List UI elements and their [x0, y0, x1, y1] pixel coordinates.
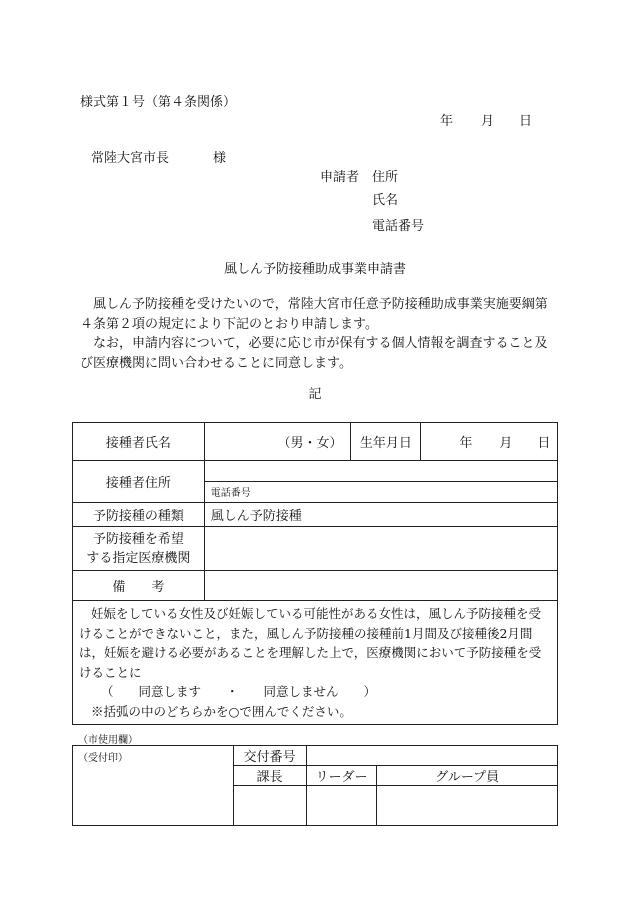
- dob-month: 月: [499, 435, 513, 451]
- chief-label: 課長: [233, 766, 306, 786]
- header-day: 日: [519, 114, 533, 129]
- name-label: 接種者氏名: [73, 423, 205, 461]
- body-paragraph-2: なお，申請内容について，必要に応じ市が保有する個人情報を調査すること及び医療機関に問い合わせることに同意します。: [80, 336, 548, 371]
- vaccine-type-value: 風しん予防接種: [204, 503, 557, 527]
- row-address: [73, 461, 558, 482]
- row-issue-number: [73, 746, 558, 766]
- dob-label: 生年月日: [351, 423, 421, 461]
- leader-stamp-field[interactable]: [306, 786, 377, 826]
- issue-number-label: 交付番号: [233, 746, 306, 766]
- consent-text: 妊娠をしている女性及び妊娠している可能性がある女性は，風しん予防接種を受けることができないこと，また，風しん予防接種の接種前1月間及び接種後2月間は，妊娠を避ける必要があることを理解した上で，医療機関において予防接種を受けることに: [79, 606, 542, 680]
- applicant-address-label: 住所: [372, 170, 399, 185]
- stamp-label: （受付印）: [78, 753, 128, 764]
- row-name: [73, 423, 558, 461]
- dob-day: 日: [537, 435, 551, 451]
- dob-year: 年: [459, 435, 473, 451]
- header-month: 月: [481, 114, 495, 129]
- consent-choice[interactable]: （ 同意します ・ 同意しません ）: [101, 684, 377, 699]
- consent-note: ※括弧の中のどちらかを○で囲んでください。: [91, 703, 352, 719]
- phone-field[interactable]: [204, 482, 557, 503]
- body-paragraph-1: 風しん予防接種を受けたいので，常陸大宮市任意予防接種助成事業実施要綱第４条第２項の規定により下記のとおり申請します。: [80, 297, 548, 332]
- phone-label: 電話番号: [210, 488, 251, 499]
- address-label: 接種者住所: [73, 461, 205, 503]
- form-number: 様式第１号（第４条関係）: [80, 95, 237, 110]
- row-vaccine-type: [73, 503, 558, 527]
- stamp-cell: [73, 746, 234, 826]
- application-table: [72, 422, 558, 725]
- header-year: 年: [440, 114, 454, 129]
- name-field[interactable]: [204, 423, 351, 461]
- city-use-label: （市使用欄）: [78, 735, 138, 746]
- row-consent: [73, 601, 558, 725]
- clinic-label: [73, 527, 205, 571]
- clinic-field[interactable]: [204, 527, 557, 571]
- applicant-name-label: 氏名: [372, 193, 399, 208]
- consent-cell: [73, 601, 558, 725]
- group-member-label: グループ員: [377, 766, 558, 786]
- ki-label: 記: [308, 387, 322, 402]
- applicant-label: 申請者: [320, 170, 360, 185]
- row-clinic: [73, 527, 558, 571]
- clinic-label-line-2: する指定医療機関: [86, 550, 191, 566]
- applicant-phone-label: 電話番号: [372, 219, 425, 234]
- form-title: 風しん予防接種助成事業申請書: [223, 262, 406, 277]
- row-remarks: [73, 571, 558, 601]
- gender-options[interactable]: （男・女）: [277, 436, 343, 451]
- clinic-label-line-1: 予防接種を希望: [92, 531, 184, 547]
- chief-stamp-field[interactable]: [233, 786, 306, 826]
- issue-number-field[interactable]: [306, 746, 557, 766]
- remarks-label: 備 考: [73, 571, 205, 601]
- vaccine-type-label: 予防接種の種類: [73, 503, 205, 527]
- group-member-stamp-field[interactable]: [377, 786, 558, 826]
- remarks-field[interactable]: [204, 571, 557, 601]
- address-field[interactable]: [204, 461, 557, 482]
- dob-field[interactable]: [421, 423, 558, 461]
- addressee-honorific: 様: [213, 151, 227, 166]
- leader-label: リーダー: [306, 766, 377, 786]
- addressee-name: 常陸大宮市長: [91, 151, 170, 166]
- city-use-table: [72, 745, 558, 826]
